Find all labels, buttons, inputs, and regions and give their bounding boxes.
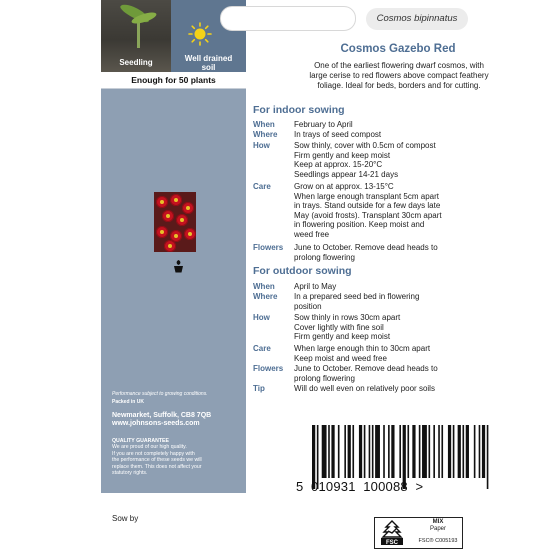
barcode-bar — [479, 425, 481, 478]
barcode-bar — [352, 425, 354, 478]
row-value: April to May — [294, 282, 337, 291]
guarantee-line: statutory rights. — [112, 470, 148, 477]
barcode-bar — [482, 425, 485, 478]
barcode-bar — [322, 425, 327, 478]
barcode-bar — [412, 425, 415, 478]
sow-by-label: Sow by — [112, 514, 139, 523]
row-label: Care — [253, 344, 271, 353]
description-line: foliage. Ideal for beds, borders and for cutting. — [317, 81, 481, 90]
row-label: Where — [253, 292, 278, 301]
barcode-bar — [429, 425, 431, 478]
guarantee-line: If you are not completely happy with — [112, 450, 195, 457]
barcode-bar — [438, 425, 440, 478]
plants-count-text: Enough for 50 plants — [131, 75, 216, 85]
row-value: Grow on at approx. 13-15°C When large enough transplant 5cm apart in trays. Stand outside for a few days late May (avoid frosts). Transplant 30cm apart in flowering position. Keep moist and weed free — [294, 182, 442, 239]
soil-label — [171, 54, 246, 72]
barcode-bar — [433, 425, 435, 478]
row-label: How — [253, 313, 270, 322]
website-link: www.johnsons-seeds.com — [112, 420, 200, 427]
product-description — [258, 61, 540, 91]
row-value: Will do well even on relatively poor soils — [294, 384, 435, 393]
row-label: Tip — [253, 384, 265, 393]
svg-text:FSC: FSC — [386, 540, 398, 546]
guarantee-line: replace them. This does not affect your — [112, 463, 202, 470]
row-label: Where — [253, 130, 278, 139]
barcode-bar — [407, 425, 409, 478]
barcode-bar — [369, 425, 371, 478]
barcode-bar — [399, 425, 401, 478]
fsc-mix-label: MIX — [432, 519, 444, 525]
row-label: When — [253, 282, 275, 291]
barcode-digits: 5 010931 100088 > — [296, 479, 424, 494]
row-value: June to October. Remove dead heads to prolong flowering — [294, 364, 438, 383]
row-value: June to October. Remove dead heads to prolong flowering — [294, 243, 438, 262]
company-address — [112, 412, 246, 428]
barcode-bar — [375, 425, 380, 478]
indoor-sowing-title: For indoor sowing — [253, 104, 345, 116]
barcode-bar — [448, 425, 451, 478]
barcode-bar — [348, 425, 351, 478]
seedling-label: Seedling — [119, 58, 153, 67]
barcode-bar — [474, 425, 476, 478]
barcode-bar — [372, 425, 374, 478]
quality-guarantee — [112, 438, 242, 476]
barcode-bar — [462, 425, 464, 478]
address-line: Newmarket, Suffolk, CB8 7QB — [112, 412, 212, 419]
row-value: When large enough thin to 30cm apart Keep moist and weed free — [294, 344, 431, 363]
row-label: Flowers — [253, 364, 284, 373]
soil-label-line2: soil — [201, 63, 216, 72]
guarantee-line: We are proud of our high quality. — [112, 444, 187, 451]
flower-photo — [154, 192, 196, 252]
row-value: In a prepared seed bed in flowering position — [294, 292, 420, 311]
guarantee-title: QUALITY GUARANTEE — [112, 438, 169, 444]
fsc-tree-logo-icon — [378, 519, 406, 546]
soil-label-line1: Well drained — [184, 54, 233, 63]
barcode-bar — [364, 425, 366, 478]
guarantee-line: the performance of these seeds we will — [112, 457, 202, 464]
barcode-bar — [388, 425, 390, 478]
row-value: February to April — [294, 120, 353, 129]
description-line: One of the earliest flowering dwarf cosmos, with — [314, 61, 484, 70]
barcode-bar — [419, 425, 421, 478]
species-name: Cosmos bipinnatus — [366, 8, 468, 30]
fsc-license-code: FSC® C005193 — [418, 538, 458, 544]
row-value: Sow thinly, cover with 0.5cm of compost Firm gently and keep moist Keep at approx. 15-20°C Seedlings appear 14-21 days — [294, 141, 436, 179]
row-label: Flowers — [253, 243, 284, 252]
header-label-box — [220, 6, 356, 31]
row-label: When — [253, 120, 275, 129]
barcode-bar — [331, 425, 334, 478]
performance-note: Performance subject to growing conditions. — [112, 391, 208, 397]
barcode-bar — [466, 425, 469, 478]
row-value: In trays of seed compost — [294, 130, 382, 139]
barcode-bar — [391, 425, 394, 478]
barcode-bar — [441, 425, 443, 478]
plant-pot-icon — [173, 259, 184, 273]
barcode-bar — [344, 425, 346, 478]
row-label: Care — [253, 182, 271, 191]
packed-in-text: Packed in UK — [112, 399, 144, 405]
sun-icon — [188, 22, 212, 46]
barcode-bar — [458, 425, 461, 478]
barcode-bar — [383, 425, 385, 478]
outdoor-sowing-title: For outdoor sowing — [253, 265, 352, 277]
barcode-bar — [359, 425, 362, 478]
barcode-bar — [338, 425, 340, 478]
fsc-paper-label: Paper — [429, 526, 446, 532]
row-label: How — [253, 141, 270, 150]
barcode-bar — [453, 425, 455, 478]
product-title: Cosmos Gazebo Red — [340, 43, 456, 55]
description-line: large cerise to red flowers above compact feathery — [309, 71, 489, 80]
barcode-bar — [328, 425, 330, 478]
row-value: Sow thinly in rows 30cm apart Cover lightly with fine soil Firm gently and keep moist — [294, 313, 401, 341]
barcode-bar — [422, 425, 427, 478]
